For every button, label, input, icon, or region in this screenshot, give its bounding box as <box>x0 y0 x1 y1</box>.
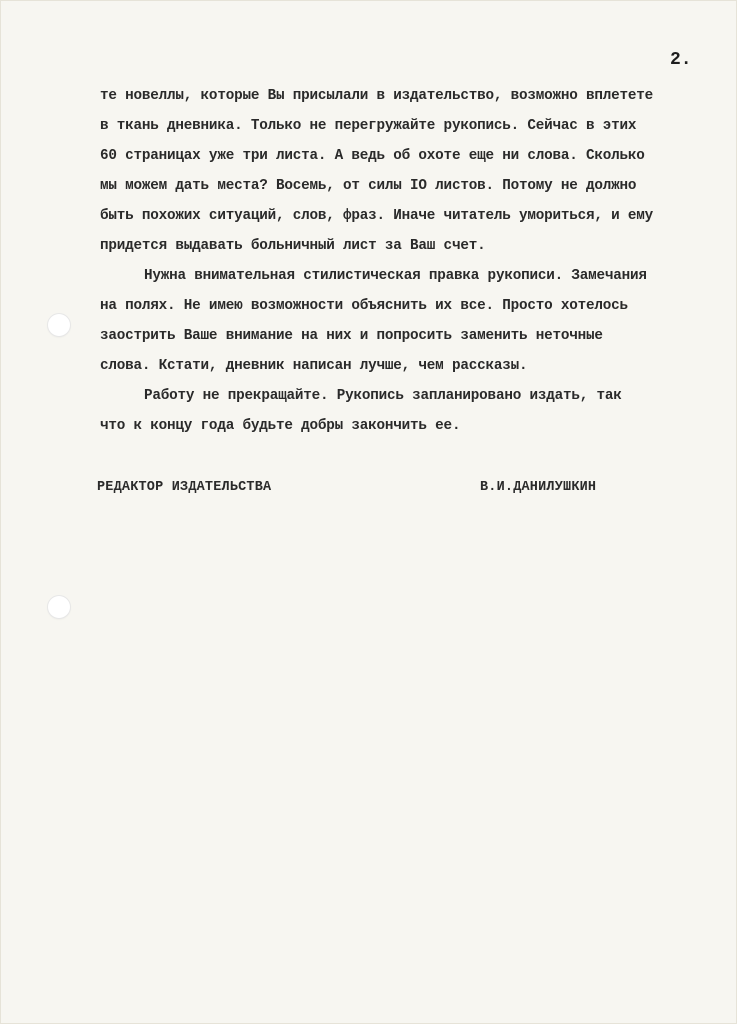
text-line: что к концу года будьте добры закончить ее. <box>100 418 461 434</box>
text-line: на полях. Не имею возможности объяснить их все. Просто хотелось <box>100 298 628 314</box>
text-line: придется выдавать больничный лист за Ваш счет. <box>100 238 486 254</box>
text-line: заострить Ваше внимание на них и попросить заменить неточные <box>100 328 603 344</box>
punch-hole-top <box>48 314 70 336</box>
text-line: слова. Кстати, дневник написан лучше, чем рассказы. <box>100 358 528 374</box>
text-line: в ткань дневника. Только не перегружайте рукопись. Сейчас в этих <box>100 118 637 134</box>
text-line: те новеллы, которые Вы присылали в издательство, возможно вплетете <box>100 88 654 104</box>
text-line: мы можем дать места? Восемь, от силы IO листов. Потому не должно <box>100 178 637 194</box>
signature-name: В.И.ДАНИЛУШКИН <box>480 480 597 495</box>
punch-hole-bottom <box>48 596 70 618</box>
text-line: Нужна внимательная стилистическая правка рукописи. Замечания <box>144 268 647 284</box>
text-line: 60 страницах уже три листа. А ведь об охоте еще ни слова. Сколько <box>100 148 645 164</box>
text-line: быть похожих ситуаций, слов, фраз. Иначе читатель умориться, и ему <box>100 208 654 224</box>
signature-title: РЕДАКТОР ИЗДАТЕЛЬСТВА <box>97 480 272 495</box>
page-number: 2. <box>670 50 692 70</box>
text-line: Работу не прекращайте. Рукопись запланировано издать, так <box>144 388 622 404</box>
